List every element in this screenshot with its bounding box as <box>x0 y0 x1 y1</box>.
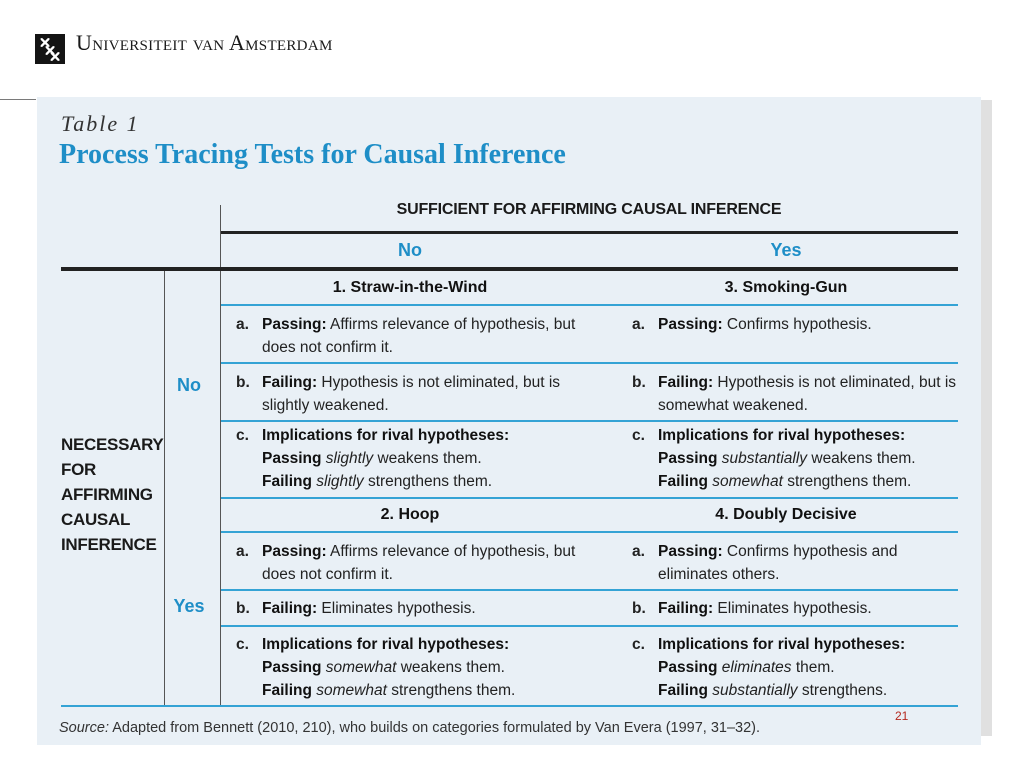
doubly-implications-cell: c. Implications for rival hypotheses: Passing eliminates them. Failing substantially strengthens. <box>632 636 906 699</box>
test-title-straw-in-the-wind: 1. Straw-in-the-Wind <box>332 279 488 296</box>
hoop-implications-cell: c. Implications for rival hypotheses: Passing somewhat weakens them. Failing somewhat strengthens them. <box>236 636 516 699</box>
row-rule <box>221 589 958 591</box>
doubly-failing-cell: b. Failing: Eliminates hypothesis. <box>632 600 872 617</box>
table-caption: Table 1 <box>61 111 140 136</box>
row-label-divider <box>164 271 165 707</box>
doubly-passing-cell: a. Passing: Confirms hypothesis and eliminates others. <box>632 543 898 583</box>
hoop-failing-cell: b. Failing: Eliminates hypothesis. <box>236 600 476 617</box>
test-title-doubly-decisive: 4. Doubly Decisive <box>715 506 857 523</box>
test-title-hoop: 2. Hoop <box>380 506 440 523</box>
row-rule <box>221 625 958 627</box>
uva-crosses-logo-icon <box>35 34 65 64</box>
row-rule <box>221 420 958 422</box>
straw-implications-cell: c. Implications for rival hypotheses: Passing slightly weakens them. Failing slightly strengthens them. <box>236 427 510 490</box>
row-rule <box>221 531 958 533</box>
header-divider <box>0 99 36 100</box>
smoking-failing-cell: b. Failing: Hypothesis is not eliminated, but is somewhat weakened. <box>632 374 957 414</box>
row-header-no: No <box>177 375 201 395</box>
row-rule <box>221 362 958 364</box>
row-rule <box>221 497 958 499</box>
page-number: 21 <box>895 709 909 723</box>
sufficient-header: SUFFICIENT FOR AFFIRMING CAUSAL INFERENCE <box>396 201 782 218</box>
necessary-label: NECESSARY FOR AFFIRMING CAUSAL INFERENCE <box>61 435 164 554</box>
header-top-rule <box>221 231 958 234</box>
table-bottom-rule <box>61 705 958 707</box>
panel-shadow <box>981 100 992 736</box>
source-note: Source: Adapted from Bennett (2010, 210), who builds on categories formulated by Van Evera (1997, 31–32). <box>59 720 761 736</box>
table-title: Process Tracing Tests for Causal Inference <box>59 139 566 170</box>
hoop-passing-cell: a. Passing: Affirms relevance of hypothesis, but does not confirm it. <box>236 543 576 583</box>
straw-passing-cell: a. Passing: Affirms relevance of hypothesis, but does not confirm it. <box>236 316 576 356</box>
column-header-no: No <box>398 240 422 260</box>
row-rule <box>221 304 958 306</box>
body-vertical-divider <box>220 271 221 707</box>
column-header-yes: Yes <box>770 240 802 260</box>
table-panel <box>37 97 981 745</box>
test-title-smoking-gun: 3. Smoking-Gun <box>724 279 848 296</box>
header-bottom-rule <box>61 267 958 271</box>
smoking-passing-cell: a. Passing: Confirms hypothesis. <box>632 316 872 333</box>
row-header-yes: Yes <box>173 596 205 616</box>
university-name: Universiteit van Amsterdam <box>76 30 333 55</box>
straw-failing-cell: b. Failing: Hypothesis is not eliminated, but is slightly weakened. <box>236 374 561 414</box>
smoking-implications-cell: c. Implications for rival hypotheses: Passing substantially weakens them. Failing somewhat strengthens them. <box>632 427 916 490</box>
